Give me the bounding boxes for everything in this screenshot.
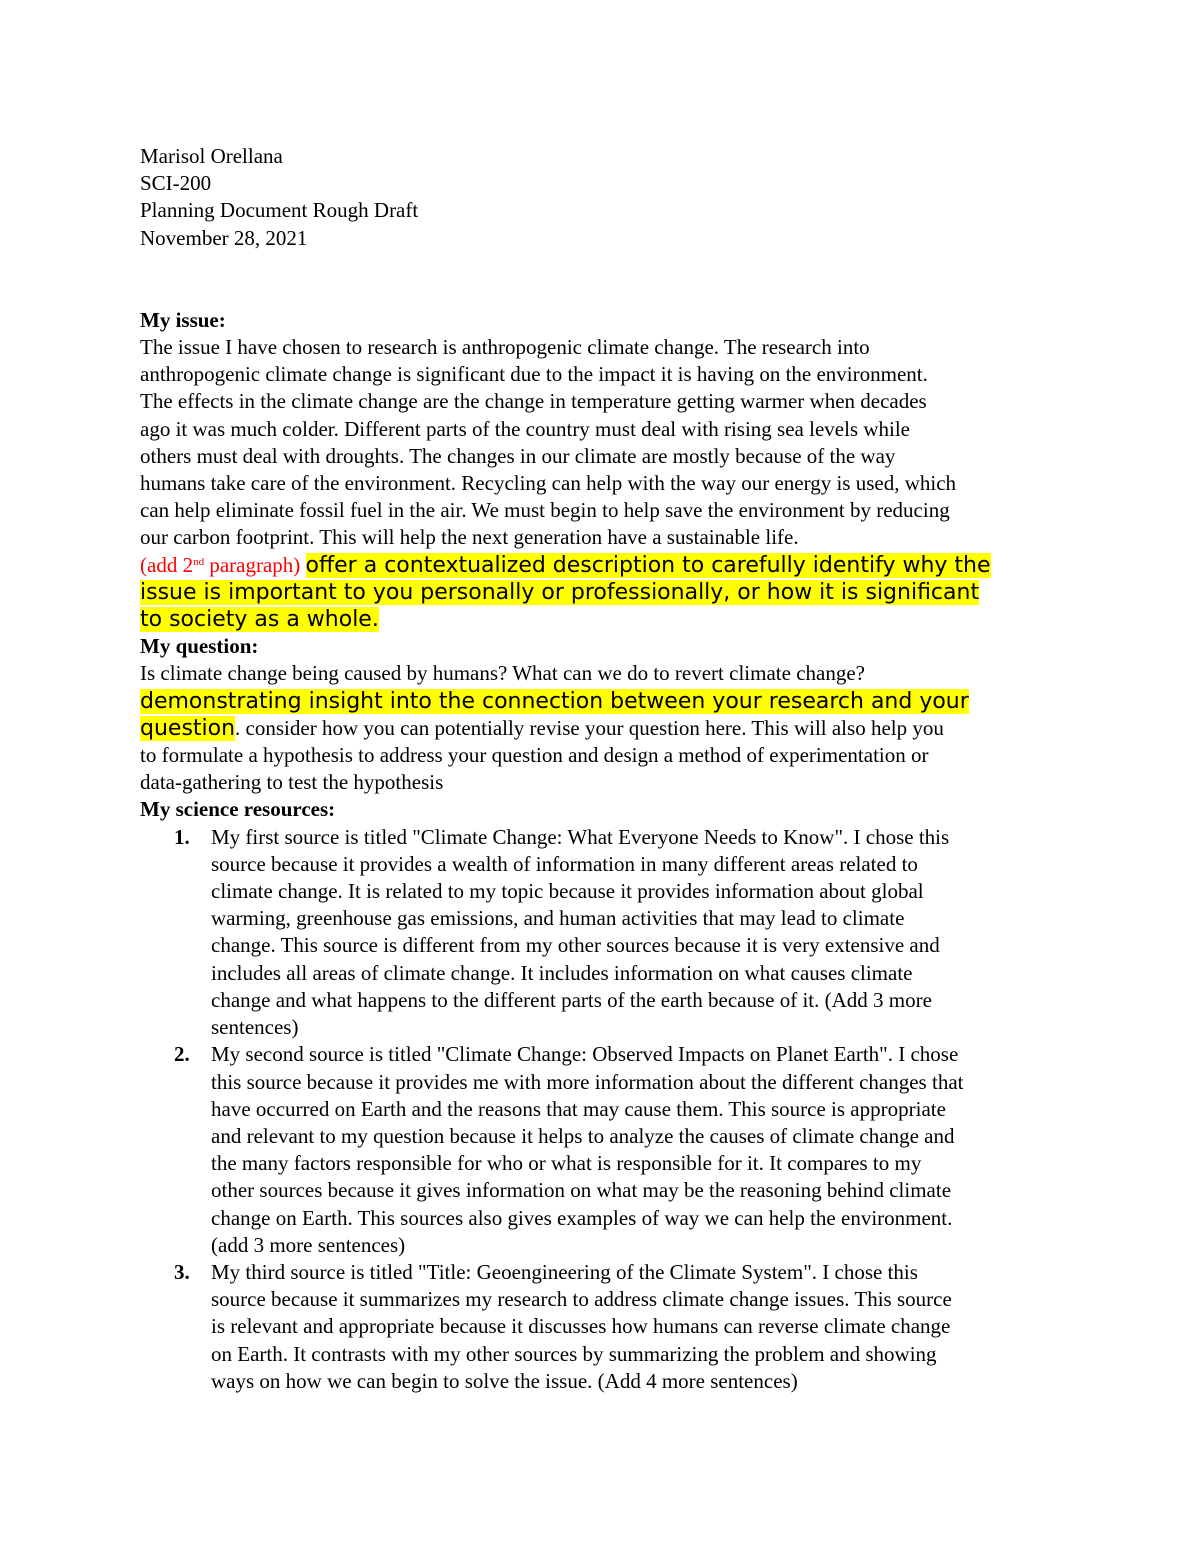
document-date: November 28, 2021	[140, 225, 308, 250]
source-line: warming, greenhouse gas emissions, and human activities that may lead to climate	[211, 906, 905, 931]
list-number: 2.	[174, 1042, 190, 1067]
source-line: change. This source is different from my other sources because it is very extensive and	[211, 933, 940, 958]
source-line: source because it summarizes my research to address climate change issues. This source	[211, 1287, 952, 1312]
resources-heading: My science resources:	[140, 797, 336, 822]
issue-line: The issue I have chosen to research is anthropogenic climate change. The research into	[140, 335, 870, 360]
source-line: My first source is titled "Climate Change: What Everyone Needs to Know". I chose this	[211, 824, 950, 849]
question-heading: My question:	[140, 634, 259, 659]
course-code: SCI-200	[140, 171, 212, 196]
question-comment: to formulate a hypothesis to address your question and design a method of experimentation or	[140, 743, 929, 768]
highlighted-comment: issue is important to you personally or professionally, or how it is significant	[140, 579, 980, 605]
source-line: change and what happens to the different parts of the earth because of it. (Add 3 more	[211, 987, 932, 1012]
issue-line: anthropogenic climate change is significant due to the impact it is having on the environment.	[140, 362, 928, 387]
issue-line: ago it was much colder. Different parts of the country must deal with rising sea levels while	[140, 416, 910, 441]
list-number: 3.	[174, 1259, 190, 1284]
issue-line: our carbon footprint. This will help the next generation have a sustainable life.	[140, 525, 799, 550]
source-line: and relevant to my question because it helps to analyze the causes of climate change and	[211, 1123, 955, 1148]
source-line: (add 3 more sentences)	[211, 1232, 406, 1257]
document-page	[140, 143, 1070, 1395]
source-line: My third source is titled "Title: Geoengineering of the Climate System". I chose this	[211, 1259, 918, 1284]
issue-heading: My issue:	[140, 307, 226, 332]
source-line: ways on how we can begin to solve the issue. (Add 4 more sentences)	[211, 1368, 798, 1393]
resources-list	[140, 824, 1070, 1395]
list-item	[140, 824, 1070, 1042]
source-line: have occurred on Earth and the reasons that may cause them. This source is appropriate	[211, 1096, 946, 1121]
question-comment: data-gathering to test the hypothesis	[140, 770, 444, 795]
spacer	[140, 252, 1070, 307]
issue-line: can help eliminate fossil fuel in the air. We must begin to help save the environment by reducing	[140, 498, 950, 523]
source-line: My second source is titled "Climate Change: Observed Impacts on Planet Earth". I chose	[211, 1042, 959, 1067]
source-line: climate change. It is related to my topic because it provides information about global	[211, 879, 924, 904]
source-line: this source because it provides me with more information about the different changes that	[211, 1069, 964, 1094]
source-line: source because it provides a wealth of information in many different areas related to	[211, 851, 918, 876]
issue-paragraph	[140, 334, 1070, 552]
list-item	[140, 1259, 1070, 1395]
list-number: 1.	[174, 824, 190, 849]
source-line: on Earth. It contrasts with my other sources by summarizing the problem and showing	[211, 1341, 937, 1366]
source-line: is relevant and appropriate because it discusses how humans can reverse climate change	[211, 1314, 951, 1339]
issue-line: humans take care of the environment. Recycling can help with the way our energy is used, which	[140, 471, 957, 496]
issue-line: others must deal with droughts. The changes in our climate are mostly because of the way	[140, 443, 896, 468]
source-line: sentences)	[211, 1015, 299, 1040]
list-item	[140, 1041, 1070, 1259]
add-paragraph-note: (add 2nd paragraph)	[140, 552, 301, 577]
assignment-title: Planning Document Rough Draft	[140, 198, 419, 223]
instructor-comment-block	[140, 552, 1070, 634]
question-text: Is climate change being caused by humans? What can we do to revert climate change?	[140, 661, 865, 686]
highlighted-comment: to society as a whole.	[140, 607, 379, 633]
issue-line: The effects in the climate change are the change in temperature getting warmer when decades	[140, 389, 927, 414]
author-name: Marisol Orellana	[140, 144, 283, 168]
source-line: other sources because it gives information on what may be the reasoning behind climate	[211, 1178, 952, 1203]
highlighted-comment: question	[140, 715, 236, 741]
question-comment: . consider how you can potentially revise your question here. This will also help you	[235, 715, 944, 740]
highlighted-comment: demonstrating insight into the connection between your research and your	[140, 688, 969, 714]
source-line: the many factors responsible for who or what is responsible for it. It compares to my	[211, 1151, 922, 1176]
source-line: change on Earth. This sources also gives examples of way we can help the environment.	[211, 1205, 953, 1230]
highlighted-comment: offer a contextualized description to carefully identify why the	[305, 552, 991, 578]
source-line: includes all areas of climate change. It includes information on what causes climate	[211, 960, 913, 985]
